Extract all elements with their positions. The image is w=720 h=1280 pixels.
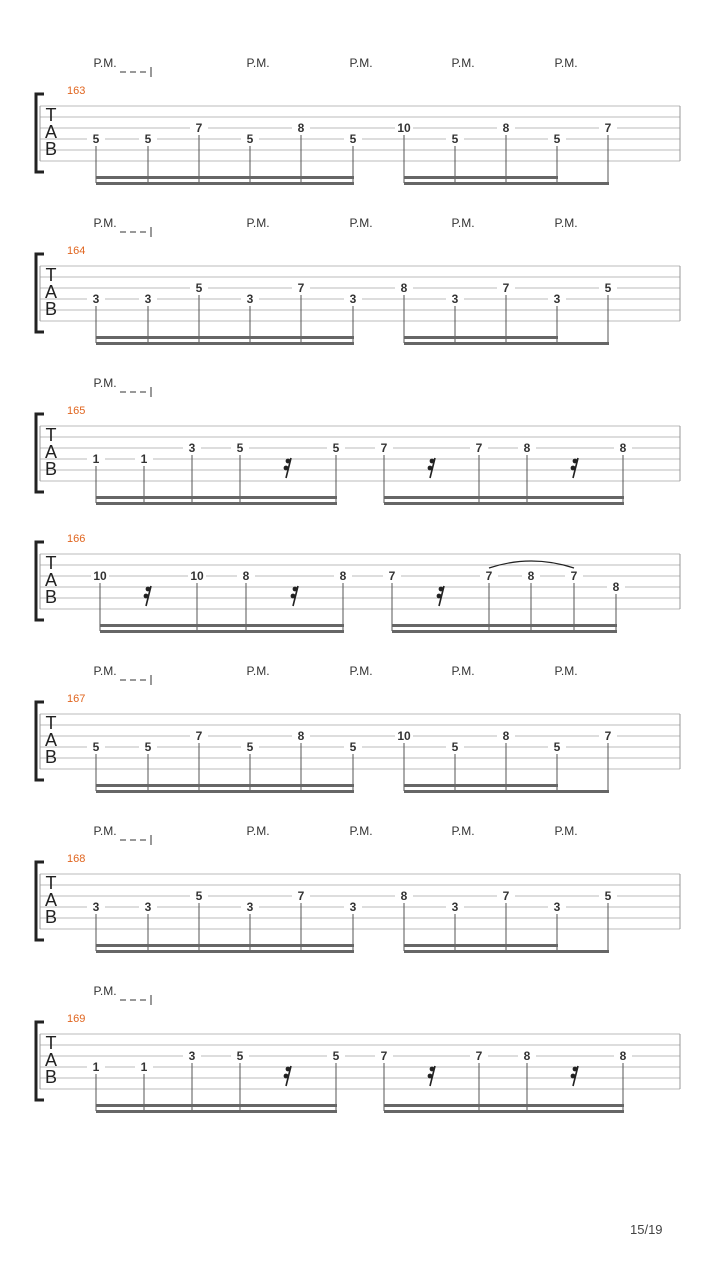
fret-number: 7 xyxy=(380,1049,388,1063)
beam-primary xyxy=(392,624,617,627)
beam-secondary xyxy=(384,1110,624,1113)
beam-secondary xyxy=(404,176,558,179)
fret-number: 3 xyxy=(188,441,196,455)
fret-number: 3 xyxy=(144,292,152,306)
fret-number: 5 xyxy=(451,740,459,754)
tab-clef-letter: A xyxy=(44,730,58,750)
fret-number: 3 xyxy=(553,292,561,306)
fret-number: 3 xyxy=(349,900,357,914)
fret-number: 5 xyxy=(195,281,203,295)
fret-number: 5 xyxy=(144,740,152,754)
tab-clef-letter: A xyxy=(44,282,58,302)
tab-system-163 xyxy=(36,56,680,185)
fret-number: 10 xyxy=(190,569,204,583)
fret-number: 7 xyxy=(297,889,305,903)
tab-clef-letter: T xyxy=(45,1033,57,1053)
palm-mute-label: P.M. xyxy=(93,824,117,838)
tab-clef-letter: B xyxy=(44,747,58,767)
rest-dot xyxy=(430,1067,435,1072)
tab-system-167 xyxy=(36,664,680,793)
tab-clef-letter: T xyxy=(45,873,57,893)
fret-number: 1 xyxy=(92,452,100,466)
fret-number: 8 xyxy=(502,729,510,743)
palm-mute-label: P.M. xyxy=(93,56,117,70)
fret-number: 8 xyxy=(297,729,305,743)
tab-clef-letter: A xyxy=(44,122,58,142)
tab-clef-letter: B xyxy=(44,1067,58,1087)
measure-number: 163 xyxy=(67,85,86,97)
tab-system-168 xyxy=(36,824,680,953)
palm-mute-label: P.M. xyxy=(93,984,117,998)
fret-number: 10 xyxy=(397,729,411,743)
fret-number: 7 xyxy=(570,569,578,583)
palm-mute-label: P.M. xyxy=(554,824,578,838)
fret-number: 8 xyxy=(502,121,510,135)
rest-dot xyxy=(430,459,435,464)
fret-number: 5 xyxy=(92,132,100,146)
tab-clef-letter: T xyxy=(45,553,57,573)
rest-dot xyxy=(571,466,576,471)
fret-number: 3 xyxy=(92,292,100,306)
fret-number: 8 xyxy=(242,569,250,583)
tab-system-165 xyxy=(36,376,680,505)
fret-number: 7 xyxy=(604,121,612,135)
palm-mute-label: P.M. xyxy=(246,664,270,678)
rest-dot xyxy=(428,1074,433,1079)
fret-number: 5 xyxy=(332,1049,340,1063)
fret-number: 5 xyxy=(144,132,152,146)
rest-dot xyxy=(428,466,433,471)
beam-primary xyxy=(384,496,624,499)
rest-dot xyxy=(571,1074,576,1079)
fret-number: 3 xyxy=(246,292,254,306)
fret-number: 1 xyxy=(140,452,148,466)
rest-dot xyxy=(437,594,442,599)
beam-primary xyxy=(100,624,344,627)
fret-number: 7 xyxy=(388,569,396,583)
palm-mute-label: P.M. xyxy=(246,824,270,838)
tab-clef-letter: B xyxy=(44,587,58,607)
beam-secondary xyxy=(96,502,337,505)
palm-mute-label: P.M. xyxy=(451,216,475,230)
beam-primary xyxy=(96,1104,337,1107)
beam-secondary xyxy=(96,182,354,185)
fret-number: 7 xyxy=(380,441,388,455)
fret-number: 8 xyxy=(523,1049,531,1063)
fret-number: 10 xyxy=(93,569,107,583)
palm-mute-label: P.M. xyxy=(246,216,270,230)
beam-secondary xyxy=(96,790,354,793)
tab-system-169 xyxy=(36,984,680,1113)
beam-secondary xyxy=(96,950,354,953)
palm-mute-label: P.M. xyxy=(246,56,270,70)
fret-number: 5 xyxy=(553,132,561,146)
fret-number: 5 xyxy=(92,740,100,754)
fret-number: 1 xyxy=(92,1060,100,1074)
fret-number: 5 xyxy=(236,441,244,455)
tab-clef-letter: A xyxy=(44,442,58,462)
beam-primary xyxy=(96,336,354,339)
palm-mute-label: P.M. xyxy=(349,824,373,838)
palm-mute-label: P.M. xyxy=(554,56,578,70)
fret-number: 7 xyxy=(485,569,493,583)
rest-dot xyxy=(284,466,289,471)
rest-dot xyxy=(286,459,291,464)
palm-mute-label: P.M. xyxy=(349,216,373,230)
tab-clef-letter: A xyxy=(44,1050,58,1070)
tab-clef-letter: B xyxy=(44,299,58,319)
beam-secondary xyxy=(96,1110,337,1113)
beam-primary xyxy=(404,950,609,953)
fret-number: 7 xyxy=(475,441,483,455)
fret-number: 3 xyxy=(349,292,357,306)
fret-number: 8 xyxy=(400,281,408,295)
fret-number: 7 xyxy=(195,729,203,743)
measure-number: 165 xyxy=(67,405,86,417)
fret-number: 5 xyxy=(604,889,612,903)
palm-mute-label: P.M. xyxy=(451,664,475,678)
tab-system-166 xyxy=(36,533,680,633)
fret-number: 5 xyxy=(349,132,357,146)
fret-number: 3 xyxy=(246,900,254,914)
palm-mute-label: P.M. xyxy=(451,824,475,838)
beam-primary xyxy=(96,496,337,499)
rest-dot xyxy=(573,1067,578,1072)
rest-dot xyxy=(146,587,151,592)
beam-primary xyxy=(384,1104,624,1107)
beam-primary xyxy=(96,176,354,179)
measure-number: 169 xyxy=(67,1013,86,1025)
palm-mute-label: P.M. xyxy=(349,664,373,678)
beam-primary xyxy=(404,790,609,793)
fret-number: 10 xyxy=(397,121,411,135)
fret-number: 5 xyxy=(246,740,254,754)
fret-number: 7 xyxy=(297,281,305,295)
fret-number: 8 xyxy=(619,441,627,455)
palm-mute-label: P.M. xyxy=(554,216,578,230)
measure-number: 168 xyxy=(67,853,86,865)
tab-clef-letter: B xyxy=(44,907,58,927)
tab-clef-letter: T xyxy=(45,425,57,445)
palm-mute-label: P.M. xyxy=(93,376,117,390)
beam-primary xyxy=(96,944,354,947)
fret-number: 3 xyxy=(451,900,459,914)
beam-secondary xyxy=(100,630,344,633)
palm-mute-label: P.M. xyxy=(451,56,475,70)
beam-secondary xyxy=(384,502,624,505)
rest-dot xyxy=(286,1067,291,1072)
beam-secondary xyxy=(404,944,558,947)
tab-clef-letter: A xyxy=(44,890,58,910)
rest-dot xyxy=(293,587,298,592)
palm-mute-label: P.M. xyxy=(554,664,578,678)
fret-number: 3 xyxy=(92,900,100,914)
beam-primary xyxy=(404,342,609,345)
rest-dot xyxy=(573,459,578,464)
tab-clef-letter: T xyxy=(45,713,57,733)
rest-dot xyxy=(291,594,296,599)
fret-number: 3 xyxy=(553,900,561,914)
measure-number: 166 xyxy=(67,533,86,545)
fret-number: 5 xyxy=(246,132,254,146)
rest-dot xyxy=(284,1074,289,1079)
tab-clef-letter: B xyxy=(44,459,58,479)
tab-clef-letter: A xyxy=(44,570,58,590)
fret-number: 8 xyxy=(297,121,305,135)
beam-secondary xyxy=(96,342,354,345)
fret-number: 5 xyxy=(332,441,340,455)
page-number: 15/19 xyxy=(630,1222,663,1237)
beam-secondary xyxy=(404,784,558,787)
fret-number: 5 xyxy=(604,281,612,295)
fret-number: 7 xyxy=(604,729,612,743)
tab-system-164 xyxy=(36,216,680,345)
beam-secondary xyxy=(392,630,617,633)
fret-number: 7 xyxy=(195,121,203,135)
fret-number: 1 xyxy=(140,1060,148,1074)
tab-clef-letter: B xyxy=(44,139,58,159)
fret-number: 5 xyxy=(195,889,203,903)
fret-number: 8 xyxy=(527,569,535,583)
measure-number: 167 xyxy=(67,693,86,705)
fret-number: 8 xyxy=(400,889,408,903)
palm-mute-label: P.M. xyxy=(93,664,117,678)
fret-number: 5 xyxy=(553,740,561,754)
palm-mute-label: P.M. xyxy=(93,216,117,230)
beam-secondary xyxy=(404,336,558,339)
fret-number: 5 xyxy=(236,1049,244,1063)
fret-number: 5 xyxy=(349,740,357,754)
fret-number: 8 xyxy=(523,441,531,455)
tab-clef-letter: T xyxy=(45,265,57,285)
fret-number: 7 xyxy=(502,281,510,295)
fret-number: 8 xyxy=(612,580,620,594)
fret-number: 7 xyxy=(502,889,510,903)
rest-dot xyxy=(439,587,444,592)
rest-dot xyxy=(144,594,149,599)
fret-number: 8 xyxy=(339,569,347,583)
palm-mute-label: P.M. xyxy=(349,56,373,70)
tab-clef-letter: T xyxy=(45,105,57,125)
fret-number: 3 xyxy=(188,1049,196,1063)
fret-number: 3 xyxy=(451,292,459,306)
beam-primary xyxy=(404,182,609,185)
fret-number: 5 xyxy=(451,132,459,146)
fret-number: 3 xyxy=(144,900,152,914)
fret-number: 7 xyxy=(475,1049,483,1063)
fret-number: 8 xyxy=(619,1049,627,1063)
beam-primary xyxy=(96,784,354,787)
measure-number: 164 xyxy=(67,245,86,257)
